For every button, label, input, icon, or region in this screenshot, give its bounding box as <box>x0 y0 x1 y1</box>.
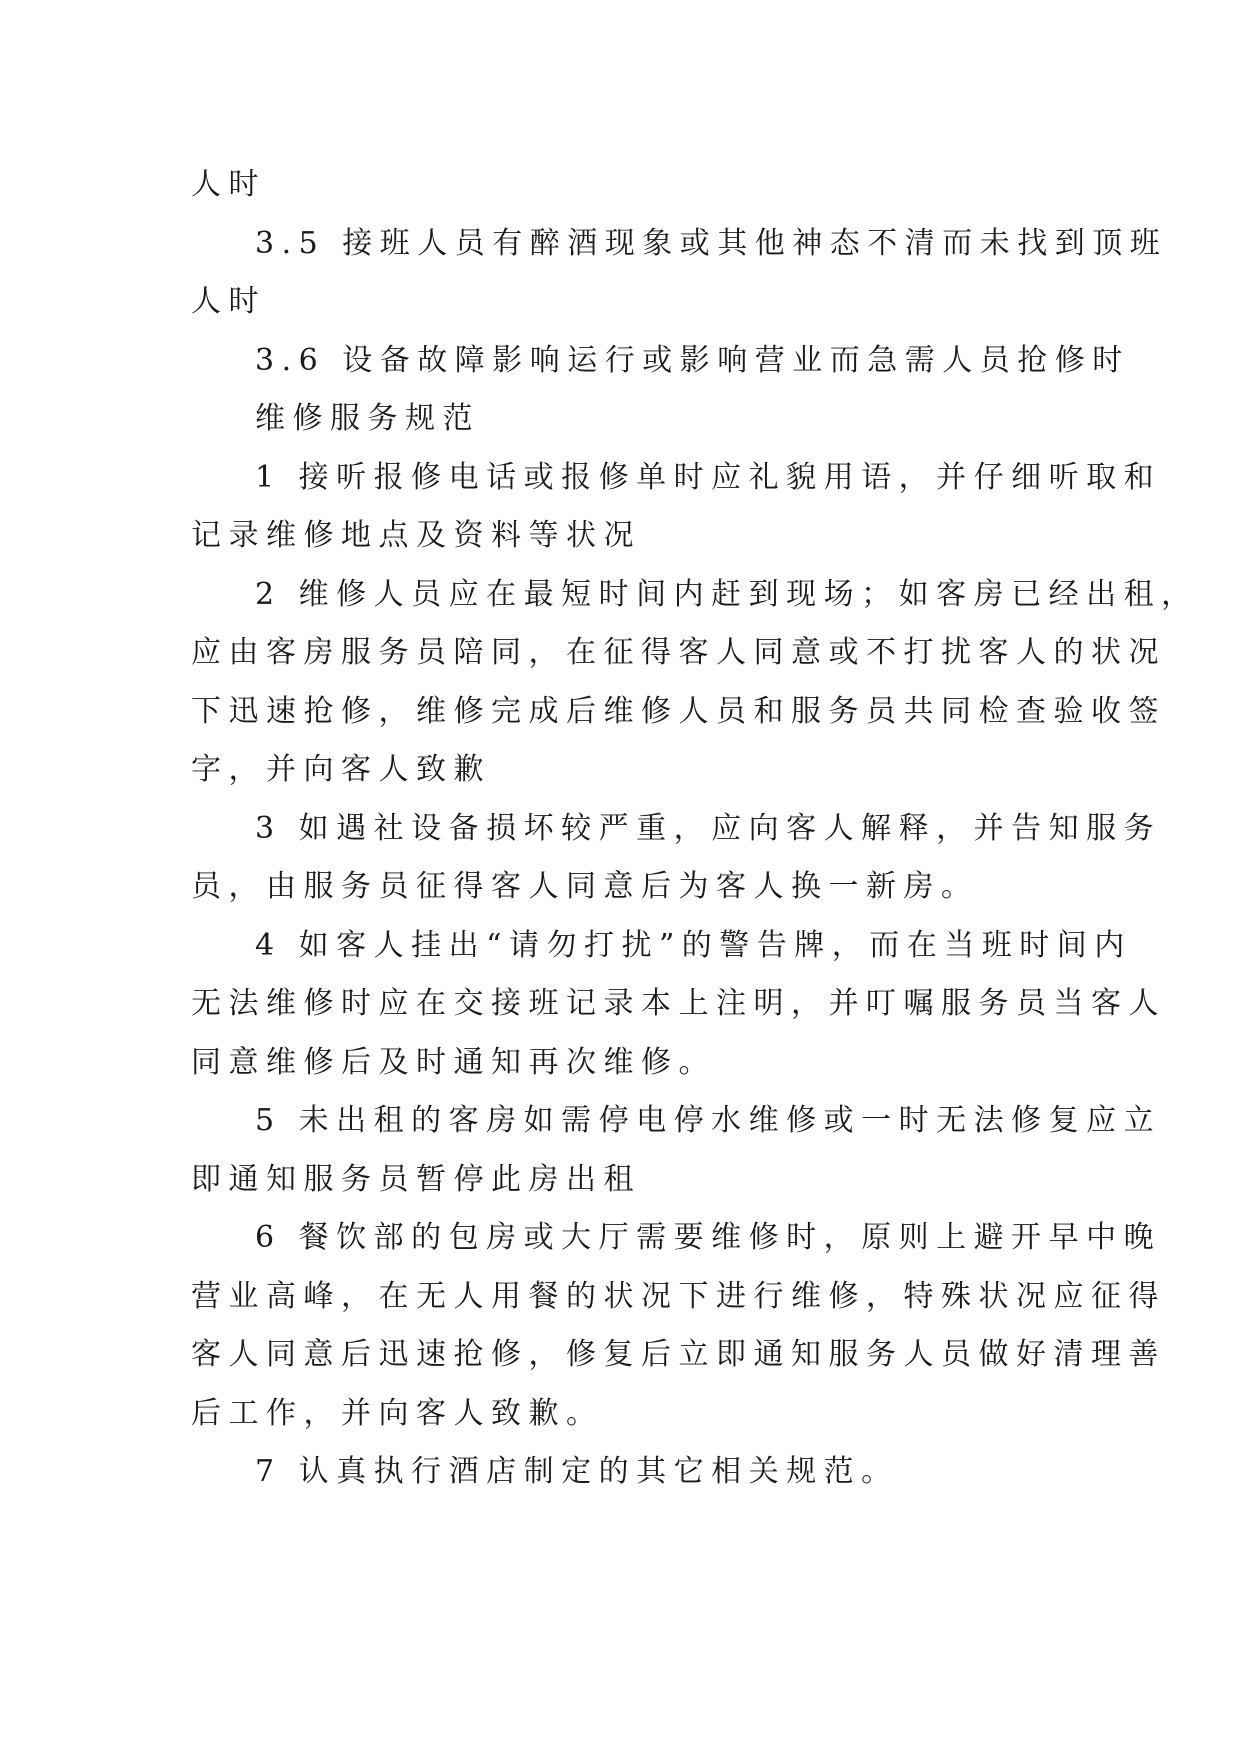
text-line: 字，并向客人致歉 <box>191 752 491 787</box>
text-line: 应由客房服务员陪同，在征得客人同意或不打扰客人的状况 <box>191 635 1166 670</box>
text-line: 1 接听报修电话或报修单时应礼貌用语，并仔细听取和 <box>255 459 1162 495</box>
text-line: 3 如遇社设备损坏较严重，应向客人解释，并告知服务 <box>255 810 1162 846</box>
text-line: 同意维修后及时通知再次维修。 <box>191 1044 716 1080</box>
text-line: 后工作，并向客人致歉。 <box>191 1395 604 1431</box>
text-line: 人时 <box>191 284 266 319</box>
text-line: 即通知服务员暂停此房出租 <box>191 1161 641 1197</box>
text-line: 下迅速抢修，维修完成后维修人员和服务员共同检查验收签 <box>191 693 1166 729</box>
text-line: 员，由服务员征得客人同意后为客人换一新房。 <box>191 869 979 904</box>
text-line: 记录维修地点及资料等状况 <box>191 518 641 553</box>
document-body <box>191 156 1199 1502</box>
text-line: 3.6 设备故障影响运行或影响营业而急需人员抢修时 <box>255 342 1130 378</box>
text-line: 4 如客人挂出“请勿打扰”的警告牌，而在当班时间内 <box>255 927 1132 963</box>
section-heading: 维修服务规范 <box>255 401 480 436</box>
text-line: 人时 <box>191 167 266 202</box>
text-line: 营业高峰，在无人用餐的状况下进行维修，特殊状况应征得 <box>191 1278 1166 1314</box>
text-line: 2 维修人员应在最短时间内赶到现场；如客房已经出租， <box>255 576 1199 612</box>
text-line: 客人同意后迅速抢修，修复后立即通知服务人员做好清理善 <box>191 1337 1166 1372</box>
text-line: 无法维修时应在交接班记录本上注明，并叮嘱服务员当客人 <box>191 986 1166 1021</box>
text-line: 7 认真执行酒店制定的其它相关规范。 <box>255 1454 899 1489</box>
text-line: 3.5 接班人员有醉酒现象或其他神态不清而未找到顶班 <box>255 225 1168 261</box>
text-line: 5 未出租的客房如需停电停水维修或一时无法修复应立 <box>255 1103 1162 1138</box>
text-line: 6 餐饮部的包房或大厅需要维修时，原则上避开早中晚 <box>255 1220 1162 1255</box>
